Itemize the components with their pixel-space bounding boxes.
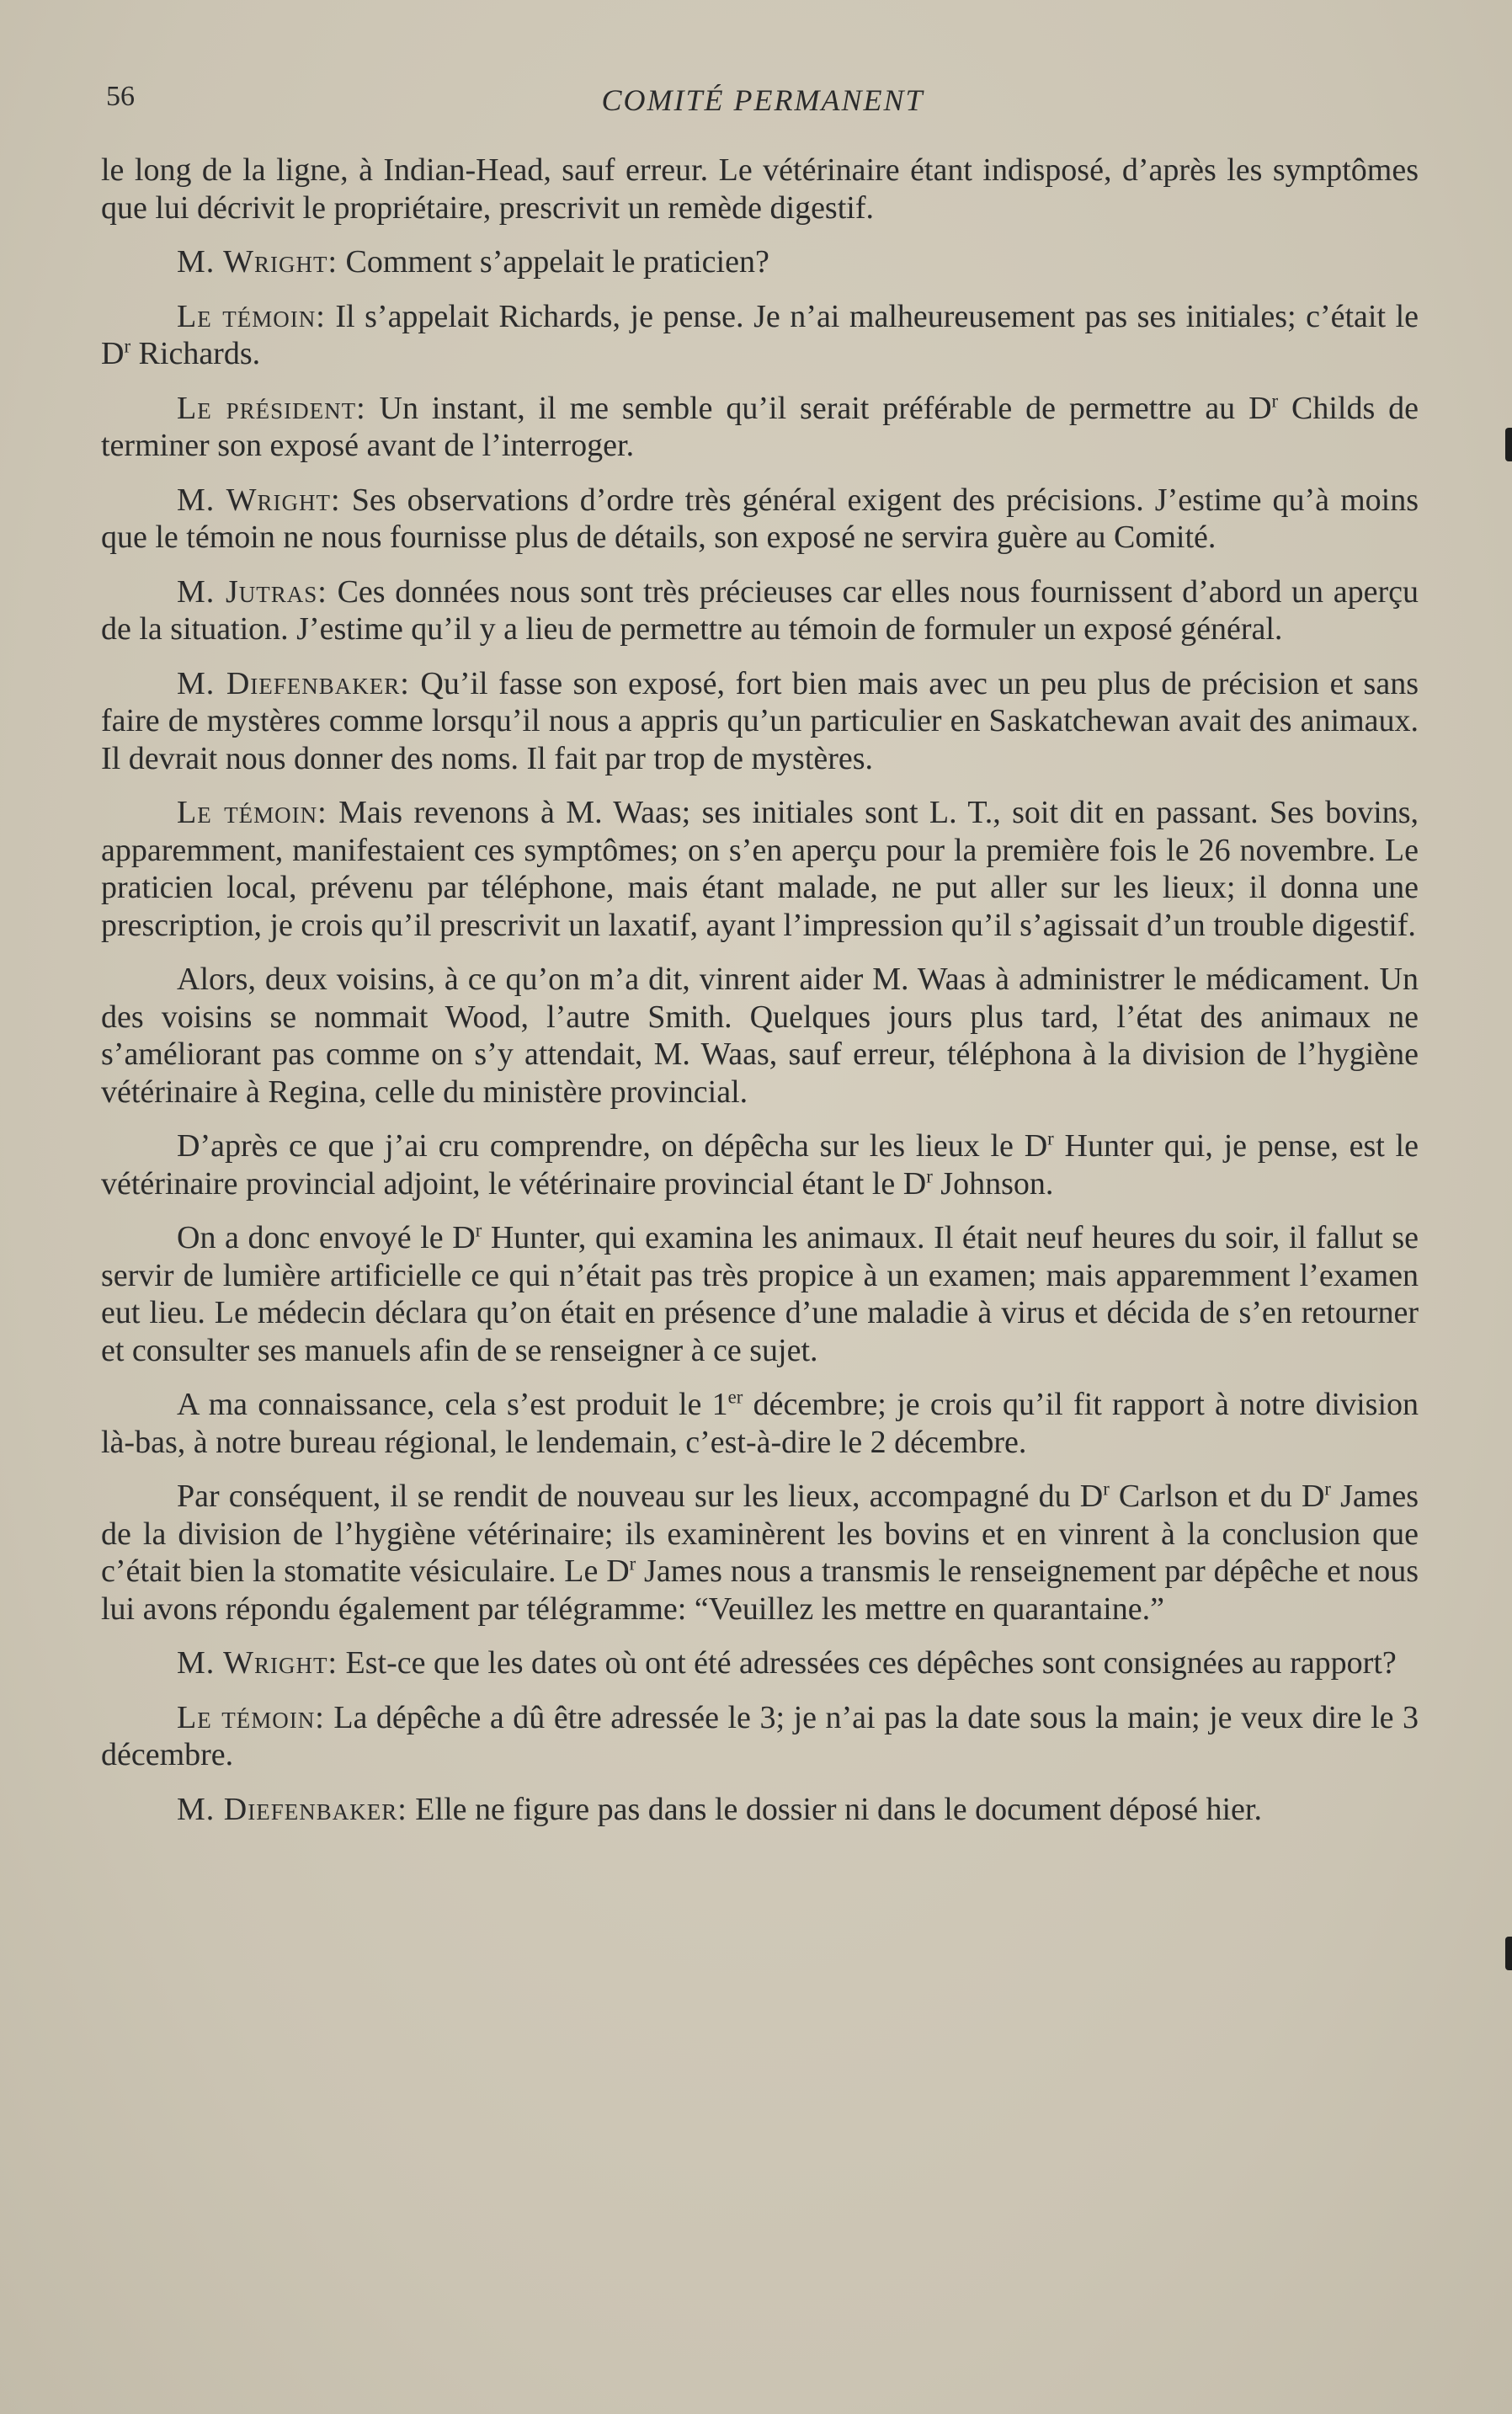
running-title: COMITÉ PERMANENT (601, 83, 924, 117)
speaker-label: M. Jutras: (177, 573, 327, 610)
paragraph: Le témoin: Il s’appelait Richards, je pense. Je n’ai malheureusement pas ses initiales; c’était le $D^r$ Richards. (101, 298, 1419, 371)
paragraph: Le président: Un instant, il me semble qu’il serait préférable de permettre au $D^r$ Childs de terminer son exposé avant de l’interroger. (101, 389, 1419, 463)
page-number: 56 (106, 81, 135, 112)
binding-edge-mark (1505, 1937, 1512, 1970)
paragraph: M. Wright: Est-ce que les dates où ont été adressées ces dépêches sont consignées au rapport? (177, 1645, 1397, 1681)
paragraph: Alors, deux voisins, à ce qu’on m’a dit, vinrent aider M. Waas à administrer le médicament. Un des voisins se nommait Wood, l’autre Smith. Quelques jours plus tard, l’état des animaux ne s’améliorant pas comme on s’y attendait, M. Waas, sauf erreur, téléphona à la division de l’hygiène vétérinaire à Regina, celle du ministère provincial. (101, 962, 1419, 1110)
paragraph: M. Diefenbaker: Elle ne figure pas dans le dossier ni dans le document déposé hier. (177, 1791, 1262, 1827)
speaker-label: M. Diefenbaker: (177, 1791, 407, 1827)
paragraph: On a donc envoyé le $D^r$ Hunter, qui examina les animaux. Il était neuf heures du soir, il fallut se servir de lumière artificielle ce qui n’était pas très propice à un examen; mais apparemment l’examen eut lieu. Le médecin déclara qu’on était en présence d’une maladie à virus et décida de s’en retourner et consulter ses manuels afin de se renseigner à ce sujet. (101, 1219, 1419, 1368)
speaker-label: Le témoin: (177, 298, 326, 334)
paragraph: Le témoin: Mais revenons à M. Waas; ses initiales sont L. T., soit dit en passant. Ses bovins, apparemment, manifestaient ces symptômes; on s’en aperçu pour la première fois le 26 novembre. Le praticien local, prévenu par téléphone, mais étant malade, ne put aller sur les lieux; il donna une prescription, je crois qu’il prescrivit un laxatif, ayant l’impression qu’il s’agissait d’un trouble digestif. (101, 795, 1419, 943)
speaker-label: Le président: (177, 390, 366, 426)
speaker-label: M. Wright: (177, 482, 341, 518)
paragraph: M. Wright: Comment s’appelait le praticien? (177, 244, 769, 280)
paragraph: Le témoin: La dépêche a dû être adressée le 3; je n’ai pas la date sous la main; je veux dire le 3 décembre. (101, 1699, 1419, 1772)
paragraph: D’après ce que j’ai cru comprendre, on dépêcha sur les lieux le $D^r$ Hunter qui, je pense, est le vétérinaire provincial adjoint, le vétérinaire provincial étant le $D^r$ Johnson. (101, 1127, 1419, 1202)
paragraph: Par conséquent, il se rendit de nouveau sur les lieux, accompagné du $D^r$ Carlson et du $D^r$ James de la division de l’hygiène vétérinaire; ils examinèrent les bovins et en vinrent à la conclusion que c’était bien la stomatite vésiculaire. Le $D^r$ James nous a transmis le renseignement par dépêche et nous lui avons répondu également par télégramme: “Veuillez les mettre en quarantaine.” (101, 1478, 1419, 1627)
speaker-label: M. Wright: (177, 1645, 338, 1681)
speaker-label: Le témoin: (177, 795, 327, 830)
speaker-label: M. Diefenbaker: (177, 665, 410, 701)
speaker-label: Le témoin: (177, 1699, 325, 1735)
page-header (106, 81, 1419, 123)
document-body (101, 152, 1419, 1845)
paragraph: A ma connaissance, cela s’est produit le 1er décembre; je crois qu’il fit rapport à notre division là-bas, à notre bureau régional, le lendemain, c’est-à-dire le 2 décembre. (101, 1386, 1419, 1460)
speaker-label: M. Wright: (177, 244, 338, 280)
binding-edge-mark (1505, 428, 1512, 461)
paragraph: M. Jutras: Ces données nous sont très précieuses car elles nous fournissent d’abord un aperçu de la situation. J’estime qu’il y a lieu de permettre au témoin de formuler un exposé général. (101, 573, 1419, 647)
paragraph: le long de la ligne, à Indian-Head, sauf erreur. Le vétérinaire étant indisposé, d’après les symptômes que lui décrivit le propriétaire, prescrivit un remède digestif. (101, 152, 1419, 226)
paragraph: M. Wright: Ses observations d’ordre très général exigent des précisions. J’estime qu’à moins que le témoin ne nous fournisse plus de détails, son exposé ne servira guère au Comité. (101, 482, 1419, 555)
paragraph: M. Diefenbaker: Qu’il fasse son exposé, fort bien mais avec un peu plus de précision et sans faire de mystères comme lorsqu’il nous a appris qu’un particulier en Saskatchewan avait des animaux. Il devrait nous donner des noms. Il fait par trop de mystères. (101, 665, 1419, 776)
